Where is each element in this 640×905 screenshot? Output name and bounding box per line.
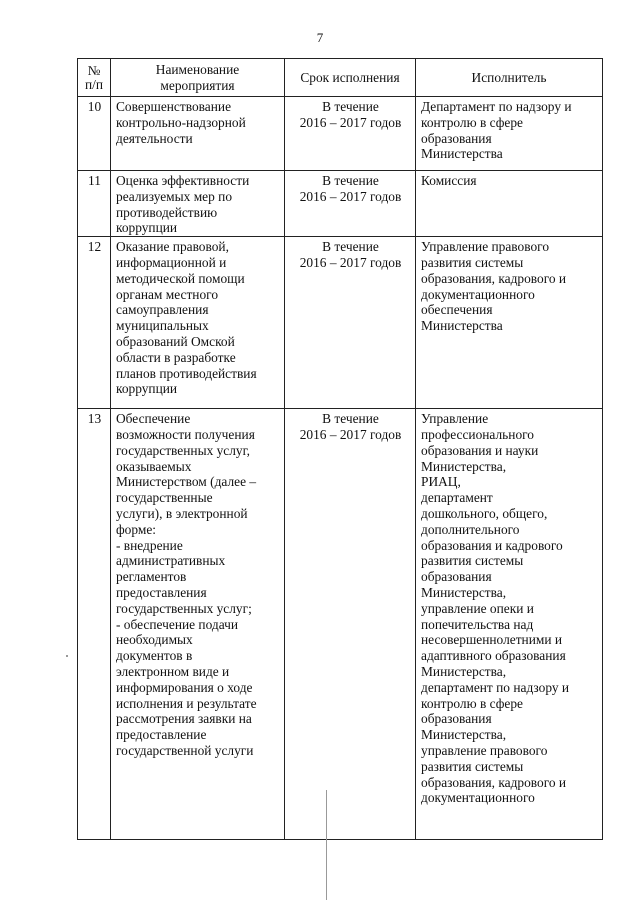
row-name: Оказание правовой, информационной и методической помощи органам местного самоуправления муниципальных образований Омской области в разработке планов противодействия коррупции [111,237,285,409]
row-executor: Управление профессионального образования и науки Министерства, РИАЦ, департамент дошкольного, общего, дополнительного образования и кадрового развития системы образования Министерства, управление опеки и попечительства над несовершеннолетними и адаптивного образования Министерства, департамент по надзору и контролю в сфере образования Министерства, управление правового развития системы образования, кадрового и документационного [416,409,603,840]
header-num: № п/п [78,59,111,97]
page-number: 7 [316,30,324,45]
row-executor: Управление правового развития системы образования, кадрового и документационного обеспечения Министерства [416,237,603,409]
row-num: 12 [78,237,111,409]
row-num: 11 [78,171,111,237]
table-row [78,237,603,409]
table-row [78,409,603,840]
header-executor: Исполнитель [416,59,603,97]
row-executor: Департамент по надзору и контролю в сфере образования Министерства [416,97,603,171]
row-name: Оценка эффективности реализуемых мер по противодействию коррупции [111,171,285,237]
row-term: В течение 2016 – 2017 годов [285,237,416,409]
table-row [78,97,603,171]
scan-dot [66,655,68,657]
row-executor: Комиссия [416,171,603,237]
row-num: 13 [78,409,111,840]
scan-mark [326,790,327,900]
row-name: Совершенствование контрольно-надзорной деятельности [111,97,285,171]
table-row [78,171,603,237]
row-num: 10 [78,97,111,171]
header-name: Наименование мероприятия [111,59,285,97]
row-term: В течение 2016 – 2017 годов [285,409,416,840]
row-name: Обеспечение возможности получения государственных услуг, оказываемых Министерством (далее – государственные услуги), в электронной форме: - внедрение административных регламентов предоставления государственных услуг; - обеспечение подачи необходимых документов в электронном виде и информирования о ходе исполнения и результате рассмотрения заявки на предоставление государственной услуги [111,409,285,840]
header-term: Срок исполнения [285,59,416,97]
table-header-row [78,59,603,97]
row-term: В течение 2016 – 2017 годов [285,97,416,171]
measures-table [77,58,603,840]
row-term: В течение 2016 – 2017 годов [285,171,416,237]
